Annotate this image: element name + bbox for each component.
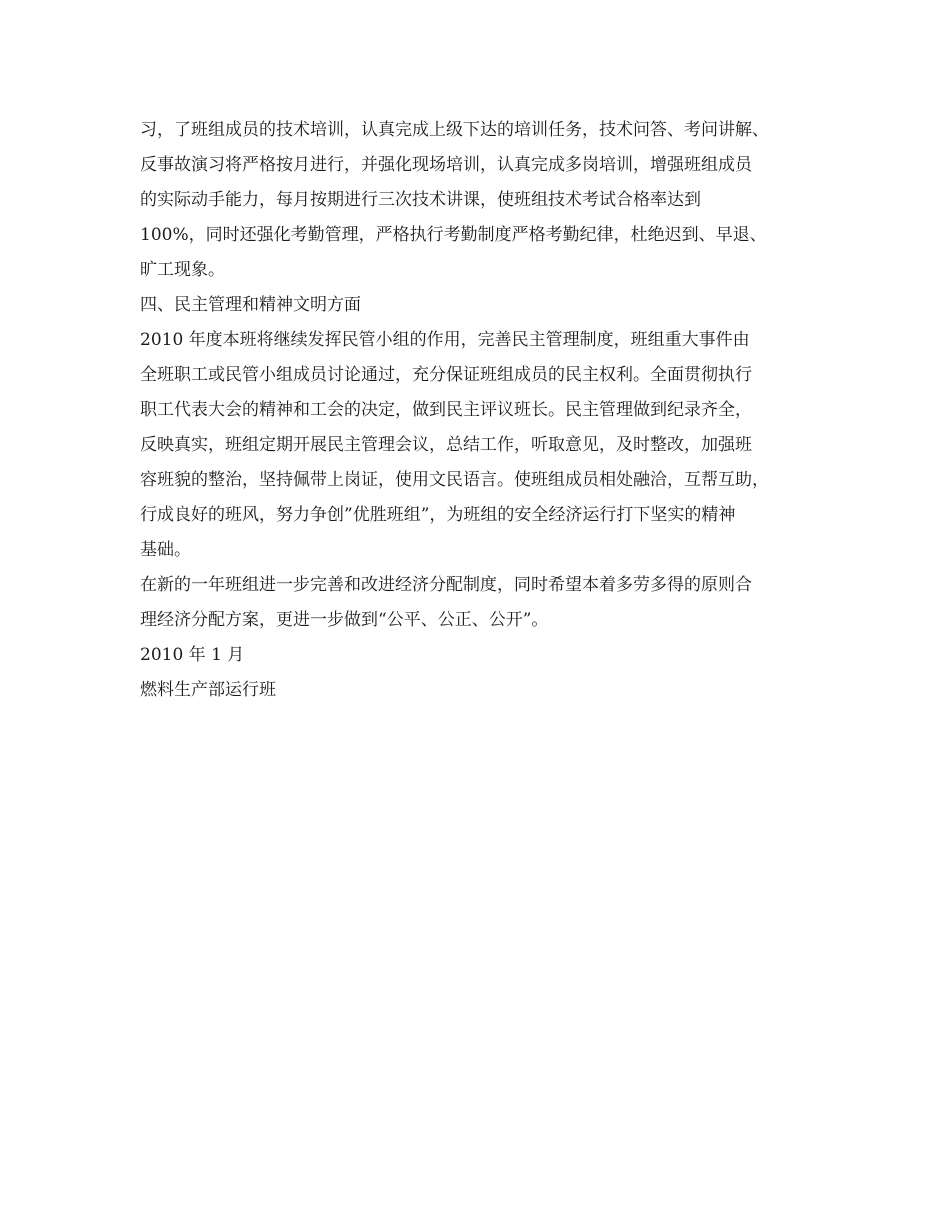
document-signature: 燃料生产部运行班 — [140, 680, 276, 700]
paragraph-distribution — [140, 568, 840, 638]
document-date: 2010 年 1 月 — [140, 645, 245, 665]
section-heading: 四、民主管理和精神文明方面 — [140, 295, 361, 315]
text-line: 行成良好的班风，努力争创”优胜班组”，为班组的安全经济运行打下坚实的精神 — [140, 505, 736, 525]
text-line: 的实际动手能力，每月按期进行三次技术讲课，使班组技术考试合格率达到 — [140, 190, 701, 210]
paragraph-democratic-management — [140, 323, 840, 568]
text-line: 容班貌的整治，坚持佩带上岗证，使用文民语言。使班组成员相处融洽，互帮互助， — [140, 470, 769, 490]
text-line: 在新的一年班组进一步完善和改进经济分配制度，同时希望本着多劳多得的原则合 — [140, 575, 752, 595]
text-line: 反事故演习将严格按月进行，并强化现场培训，认真完成多岗培训，增强班组成员 — [140, 155, 752, 175]
text-line: 旷工现象。 — [140, 260, 225, 280]
text-line: 基础。 — [140, 540, 191, 560]
text-line: 职工代表大会的精神和工会的决定，做到民主评议班长。民主管理做到纪录齐全， — [140, 400, 752, 420]
text-line: 100%，同时还强化考勤管理，严格执行考勤制度严格考勤纪律，杜绝迟到、早退、 — [140, 225, 767, 245]
paragraph-training — [140, 113, 840, 288]
text-line: 习，了班组成员的技术培训，认真完成上级下达的培训任务，技术问答、考问讲解、 — [140, 120, 769, 140]
document-body — [140, 113, 840, 708]
text-line: 反映真实，班组定期开展民主管理会议，总结工作，听取意见，及时整改，加强班 — [140, 435, 752, 455]
text-line: 理经济分配方案，更进一步做到“公平、公正、公开”。 — [140, 610, 549, 630]
text-line: 全班职工或民管小组成员讨论通过，充分保证班组成员的民主权利。全面贯彻执行 — [140, 365, 752, 385]
text-line: 2010 年度本班将继续发挥民管小组的作用，完善民主管理制度，班组重大事件由 — [140, 330, 750, 350]
